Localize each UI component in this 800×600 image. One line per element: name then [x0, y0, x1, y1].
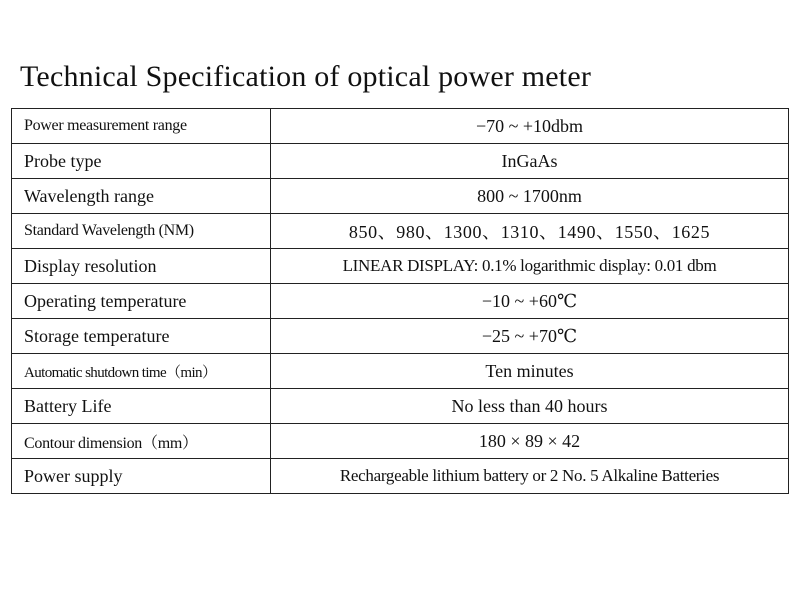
spec-table — [11, 108, 789, 494]
spec-value: LINEAR DISPLAY: 0.1% logarithmic display: 0.01 dbm — [271, 249, 789, 284]
page-title: Technical Specification of optical power meter — [20, 60, 592, 93]
spec-row-storage-temperature — [12, 319, 789, 354]
spec-value: Ten minutes — [271, 354, 789, 389]
spec-value: Rechargeable lithium battery or 2 No. 5 Alkaline Batteries — [271, 459, 789, 494]
spec-parameter: Power supply — [12, 459, 271, 494]
spec-value: 180 × 89 × 42 — [271, 424, 789, 459]
spec-row-operating-temperature — [12, 284, 789, 319]
spec-value: No less than 40 hours — [271, 389, 789, 424]
spec-parameter: Display resolution — [12, 249, 271, 284]
spec-parameter: Standard Wavelength (NM) — [12, 214, 271, 249]
spec-parameter: Probe type — [12, 144, 271, 179]
spec-value: −10 ~ +60℃ — [271, 284, 789, 319]
spec-row-wavelength-range — [12, 179, 789, 214]
spec-value: −25 ~ +70℃ — [271, 319, 789, 354]
spec-row-power-measurement-range — [12, 109, 789, 144]
spec-value: −70 ~ +10dbm — [271, 109, 789, 144]
spec-parameter: Wavelength range — [12, 179, 271, 214]
spec-row-contour-dimension — [12, 424, 789, 459]
spec-row-standard-wavelength — [12, 214, 789, 249]
spec-value: 800 ~ 1700nm — [271, 179, 789, 214]
spec-row-probe-type — [12, 144, 789, 179]
spec-parameter: Contour dimension（mm） — [12, 424, 271, 459]
spec-value: 850、980、1300、1310、1490、1550、1625 — [271, 214, 789, 249]
spec-row-display-resolution — [12, 249, 789, 284]
spec-row-power-supply — [12, 459, 789, 494]
spec-row-battery-life — [12, 389, 789, 424]
spec-parameter: Operating temperature — [12, 284, 271, 319]
spec-parameter: Automatic shutdown time（min） — [12, 354, 271, 389]
spec-parameter: Battery Life — [12, 389, 271, 424]
spec-parameter: Storage temperature — [12, 319, 271, 354]
spec-value: InGaAs — [271, 144, 789, 179]
spec-parameter: Power measurement range — [12, 109, 271, 144]
spec-row-automatic-shutdown-time — [12, 354, 789, 389]
